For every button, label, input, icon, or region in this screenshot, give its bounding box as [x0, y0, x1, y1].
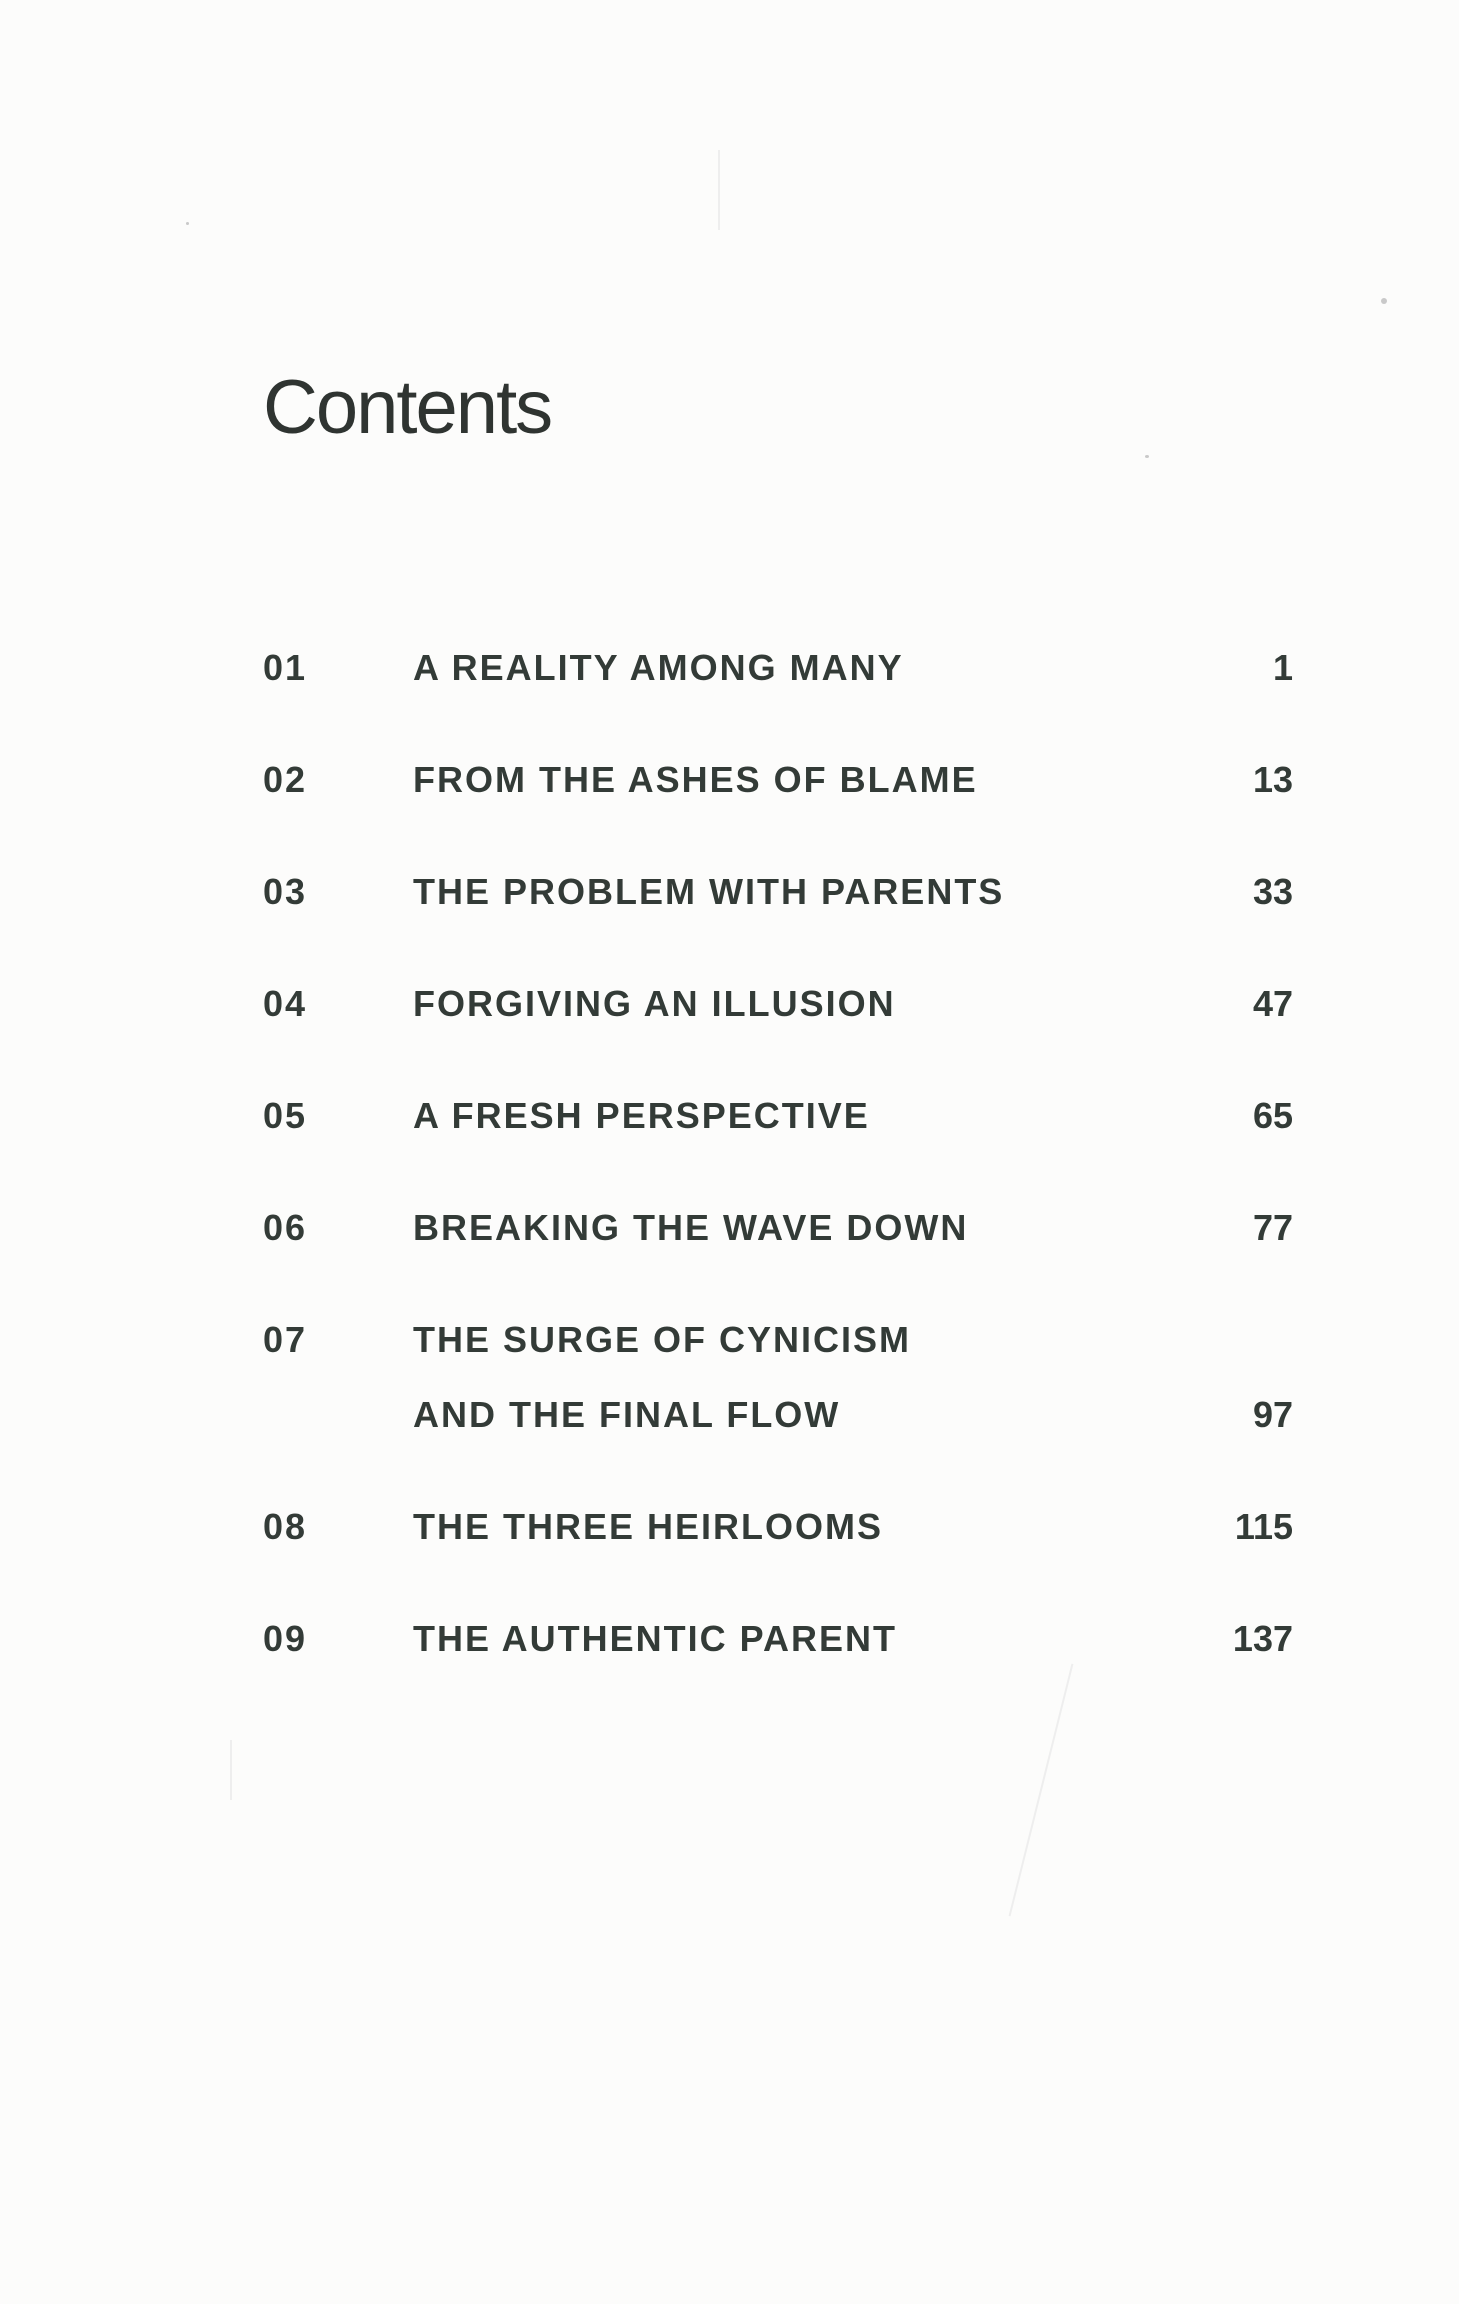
chapter-title: FORGIVING AN ILLUSION	[413, 983, 896, 1024]
chapter-title: FROM THE ASHES OF BLAME	[413, 759, 978, 800]
toc-row	[263, 1601, 1293, 1676]
toc-row	[263, 1302, 1293, 1377]
toc-row	[263, 1489, 1293, 1564]
table-of-contents	[263, 630, 1293, 1676]
chapter-page-number: 13	[1252, 759, 1293, 800]
chapter-title: THE AUTHENTIC PARENT	[413, 1618, 897, 1659]
scan-streak	[1009, 1664, 1074, 1917]
chapter-page-number: 33	[1252, 871, 1293, 912]
toc-row	[263, 1078, 1293, 1153]
chapter-page-number: 97	[1252, 1394, 1293, 1435]
chapter-page-number: 65	[1252, 1095, 1293, 1136]
chapter-number: 02	[263, 759, 308, 800]
scan-streak	[230, 1740, 232, 1800]
chapter-page-number: 47	[1252, 983, 1293, 1024]
toc-row	[263, 966, 1293, 1041]
toc-entry-02[interactable]	[263, 742, 1293, 817]
chapter-page-number: 115	[1234, 1506, 1293, 1547]
chapter-number: 03	[263, 871, 308, 912]
toc-row	[263, 1190, 1293, 1265]
chapter-title: A FRESH PERSPECTIVE	[413, 1095, 870, 1136]
chapter-number: 08	[263, 1506, 308, 1547]
chapter-title: BREAKING THE WAVE DOWN	[413, 1207, 969, 1248]
toc-entry-08[interactable]	[263, 1489, 1293, 1564]
chapter-number: 07	[263, 1319, 308, 1360]
toc-entry-03[interactable]	[263, 854, 1293, 929]
toc-entry-07[interactable]	[263, 1302, 1293, 1452]
chapter-title: THE THREE HEIRLOOMS	[413, 1506, 884, 1547]
chapter-title: THE PROBLEM WITH PARENTS	[413, 871, 1005, 912]
toc-row	[263, 854, 1293, 929]
toc-entry-06[interactable]	[263, 1190, 1293, 1265]
toc-entry-09[interactable]	[263, 1601, 1293, 1676]
scan-speck	[1381, 298, 1387, 304]
toc-row-continuation	[263, 1377, 1293, 1452]
toc-row	[263, 630, 1293, 705]
chapter-number: 05	[263, 1095, 308, 1136]
chapter-page-number: 1	[1272, 647, 1293, 688]
chapter-page-number: 77	[1252, 1207, 1293, 1248]
scan-streak	[718, 150, 720, 230]
toc-entry-05[interactable]	[263, 1078, 1293, 1153]
page-title: Contents	[263, 365, 552, 450]
toc-entry-01[interactable]	[263, 630, 1293, 705]
scan-speck	[1145, 455, 1149, 458]
chapter-title-line-1: THE SURGE OF CYNICISM	[413, 1319, 912, 1360]
toc-row	[263, 742, 1293, 817]
chapter-number: 04	[263, 983, 308, 1024]
chapter-title: A REALITY AMONG MANY	[413, 647, 904, 688]
chapter-page-number: 137	[1232, 1618, 1293, 1659]
chapter-number: 01	[263, 647, 308, 688]
chapter-number: 06	[263, 1207, 308, 1248]
chapter-number: 09	[263, 1618, 308, 1659]
scan-speck	[186, 222, 189, 225]
chapter-title-line-2: AND THE FINAL FLOW	[413, 1394, 841, 1435]
toc-entry-04[interactable]	[263, 966, 1293, 1041]
